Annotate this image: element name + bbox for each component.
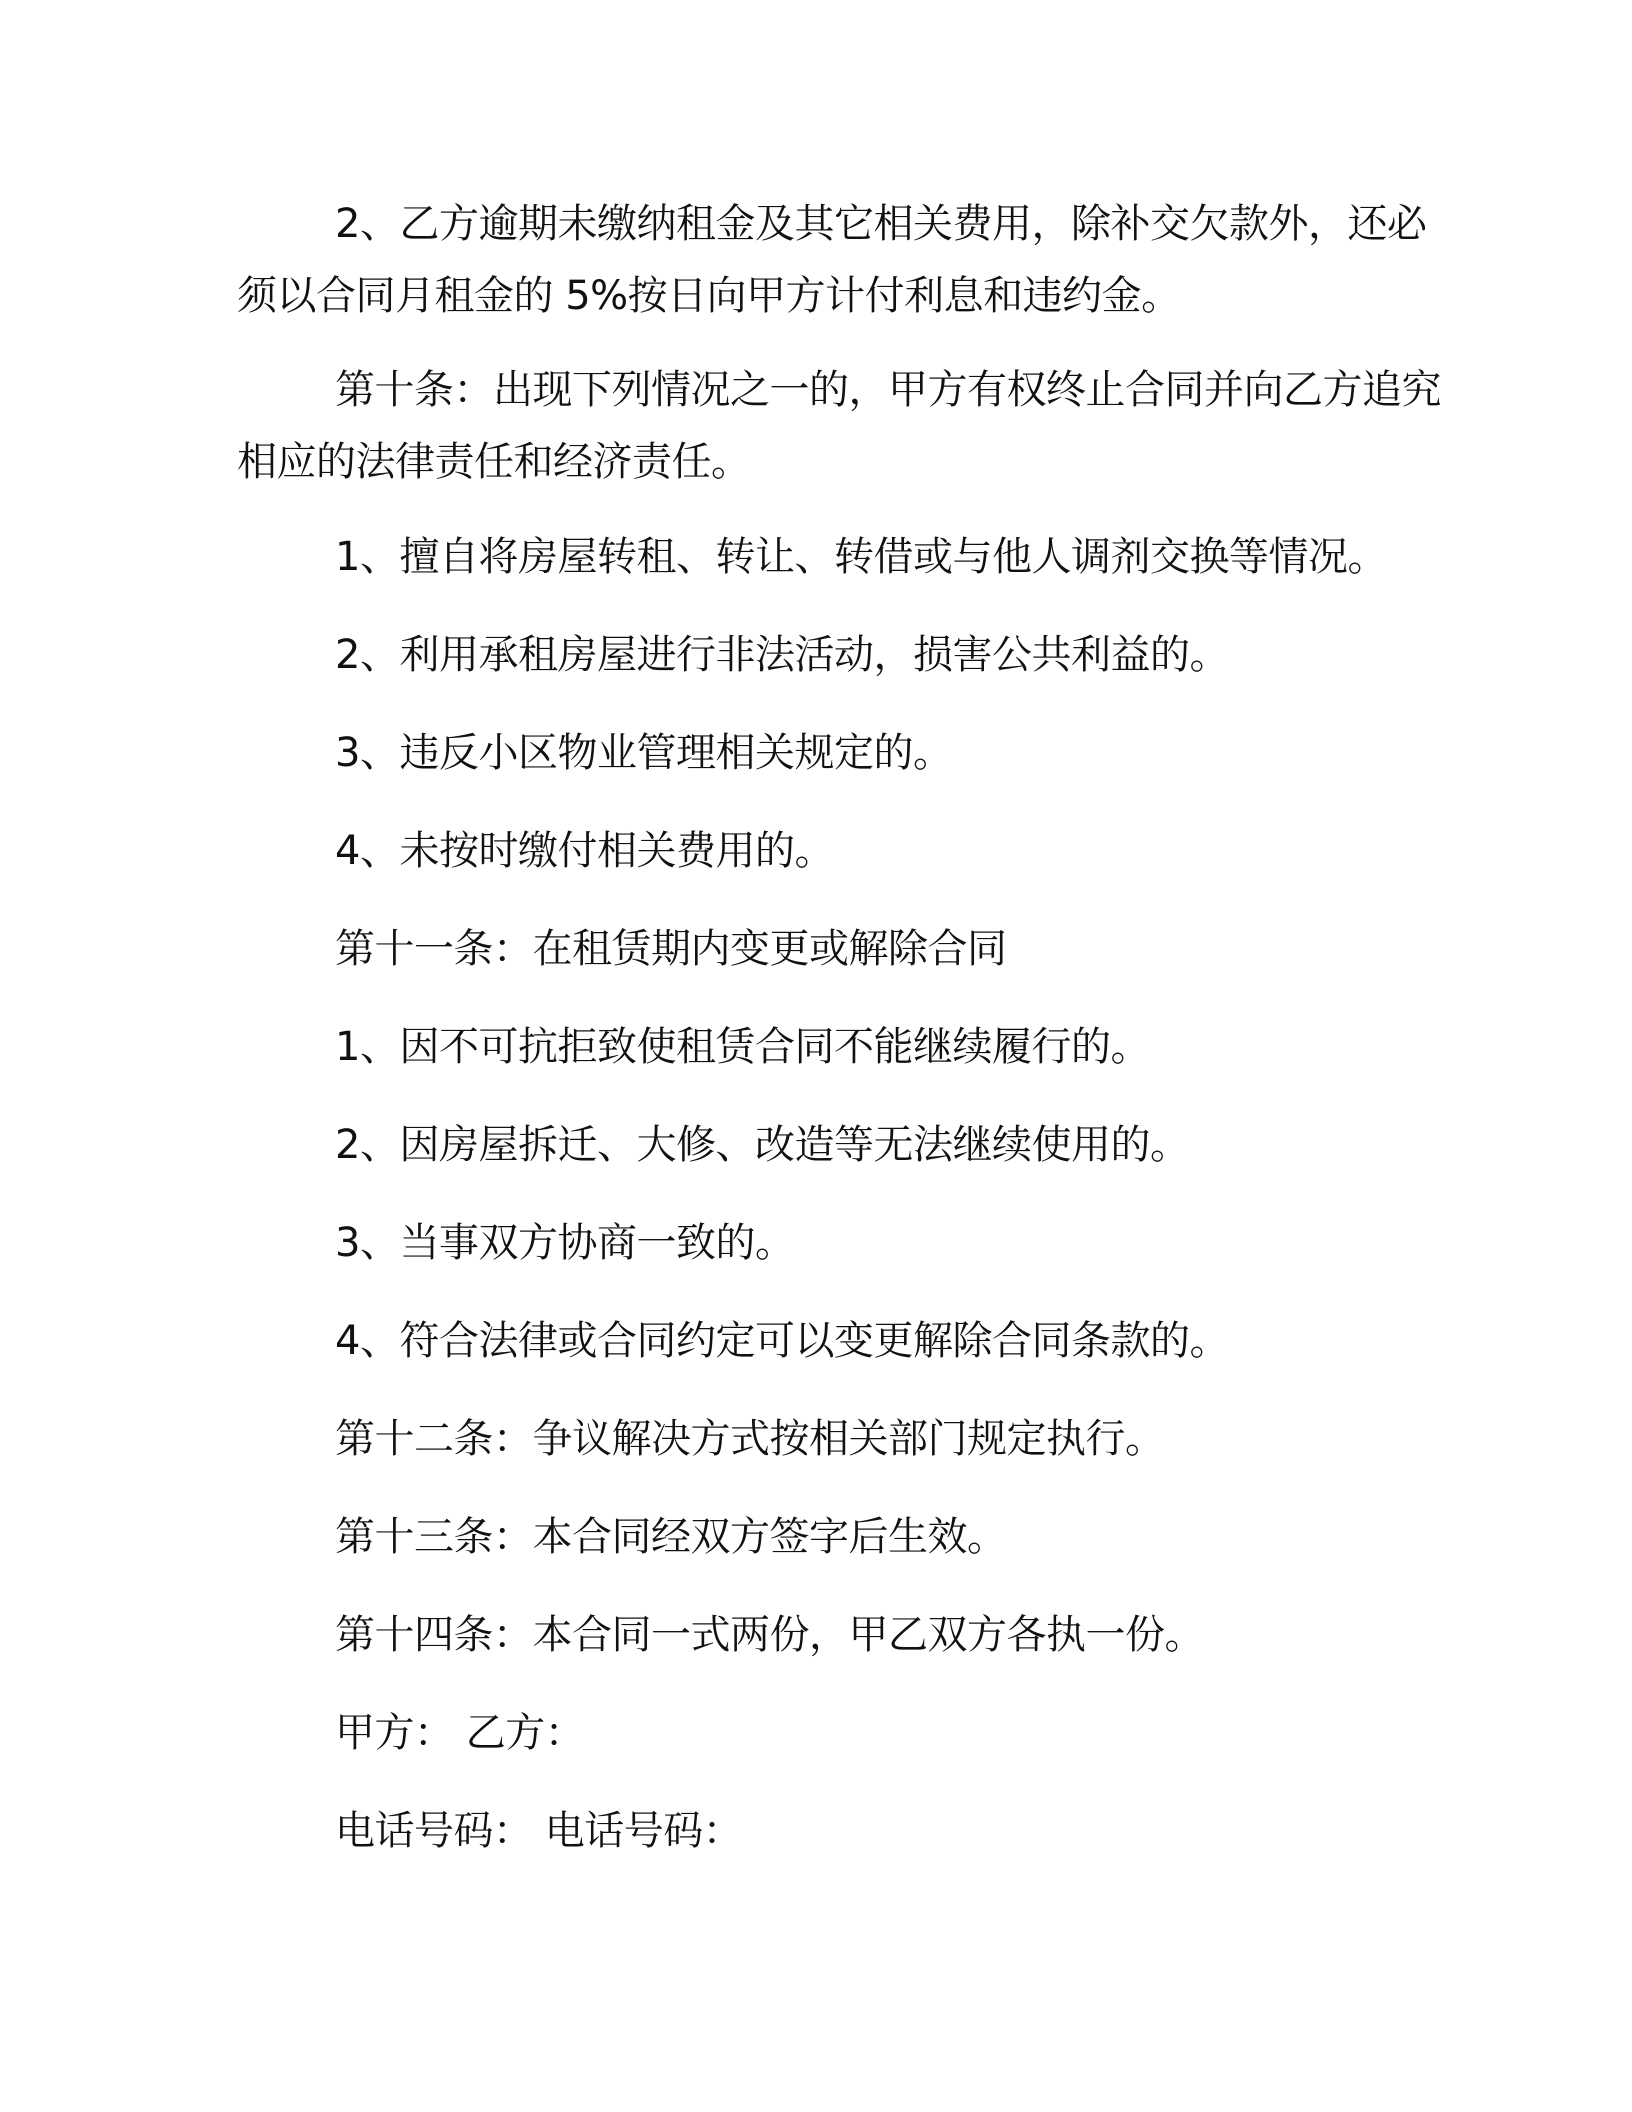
paragraph-line: 相应的法律责任和经济责任。	[237, 439, 751, 485]
list-item: 3、当事双方协商一致的。	[335, 1220, 795, 1266]
list-item: 2、利用承租房屋进行非法活动，损害公共利益的。	[335, 632, 1229, 678]
clause-heading: 第十一条：在租赁期内变更或解除合同	[335, 926, 1007, 972]
list-item: 1、擅自将房屋转租、转让、转借或与他人调剂交换等情况。	[335, 534, 1387, 580]
signature-party-line: 甲方： 乙方：	[335, 1710, 585, 1756]
list-item: 4、未按时缴付相关费用的。	[335, 828, 834, 874]
list-item: 4、符合法律或合同约定可以变更解除合同条款的。	[335, 1318, 1229, 1364]
clause-heading: 第十三条：本合同经双方签字后生效。	[335, 1514, 1007, 1560]
paragraph-line: 2、乙方逾期未缴纳租金及其它相关费用，除补交欠款外，还必	[335, 201, 1427, 247]
signature-phone-line: 电话号码： 电话号码：	[335, 1808, 743, 1854]
list-item: 2、因房屋拆迁、大修、改造等无法继续使用的。	[335, 1122, 1190, 1168]
paragraph-line: 须以合同月租金的 5%按日向甲方计付利息和违约金。	[237, 273, 1181, 319]
clause-heading: 第十二条：争议解决方式按相关部门规定执行。	[335, 1416, 1165, 1462]
clause-heading: 第十四条：本合同一式两份，甲乙双方各执一份。	[335, 1612, 1204, 1658]
clause-heading: 第十条：出现下列情况之一的，甲方有权终止合同并向乙方追究	[335, 367, 1441, 413]
list-item: 3、违反小区物业管理相关规定的。	[335, 730, 953, 776]
list-item: 1、因不可抗拒致使租赁合同不能继续履行的。	[335, 1024, 1150, 1070]
